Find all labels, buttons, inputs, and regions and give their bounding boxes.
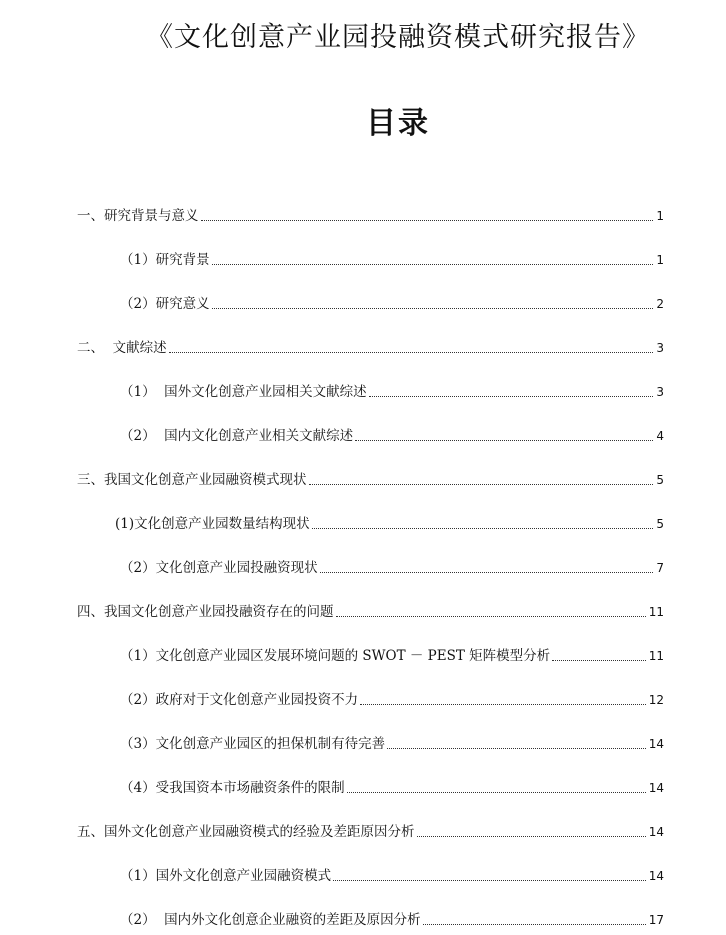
toc-entry-page: 3 (656, 341, 664, 355)
toc-entry-text: 五、国外文化创意产业园融资模式的经验及差距原因分析 (77, 824, 415, 840)
toc-entry-page: 14 (648, 825, 664, 839)
toc-entry-page: 11 (648, 649, 664, 663)
toc-entry[interactable] (77, 595, 664, 621)
toc-entry[interactable] (120, 287, 664, 313)
toc-entry-text: （2）政府对于文化创意产业园投资不力 (120, 692, 359, 708)
toc-entry-text: （1）文化创意产业园区发展环境问题的 SWOT － PEST 矩阵模型分析 (120, 648, 551, 664)
toc-entry[interactable] (77, 463, 664, 489)
toc-leader-dots (333, 879, 646, 881)
toc-entry-page: 11 (648, 605, 664, 619)
toc-entry-text: （2） 国内外文化创意企业融资的差距及原因分析 (120, 912, 421, 928)
toc-leader-dots (387, 747, 646, 749)
toc-entry-page: 17 (648, 913, 664, 927)
toc-leader-dots (369, 395, 654, 397)
toc-entry-text: （2） 国内文化创意产业相关文献综述 (120, 428, 354, 444)
toc-entry-page: 14 (648, 781, 664, 795)
toc-leader-dots (355, 439, 653, 441)
toc-entry-page: 14 (648, 737, 664, 751)
toc-entry-page: 3 (656, 385, 664, 399)
toc-entry-page: 1 (656, 209, 664, 223)
toc-leader-dots (360, 703, 646, 705)
toc-leader-dots (336, 615, 646, 617)
toc-entry-text: （4）受我国资本市场融资条件的限制 (120, 780, 345, 796)
document-title: 《文化创意产业园投融资模式研究报告》 (146, 22, 650, 53)
toc-leader-dots (320, 571, 654, 573)
toc-leader-dots (312, 527, 654, 529)
toc-entry[interactable] (120, 771, 664, 797)
toc-leader-dots (212, 307, 654, 309)
toc-entry-text: 三、我国文化创意产业园融资模式现状 (77, 472, 307, 488)
toc-entry-text: 一、研究背景与意义 (77, 208, 199, 224)
toc-leader-dots (417, 835, 646, 837)
toc-entry-page: 7 (656, 561, 664, 575)
toc-entry-page: 2 (656, 297, 664, 311)
toc-entry-page: 5 (656, 517, 664, 531)
toc-entry-page: 14 (648, 869, 664, 883)
toc-leader-dots (169, 351, 654, 353)
toc-entry-page: 5 (656, 473, 664, 487)
toc-entry[interactable] (120, 727, 664, 753)
toc-entry[interactable] (120, 903, 664, 929)
toc-entry[interactable] (120, 639, 664, 665)
toc-entry[interactable] (120, 859, 664, 885)
toc-entry-text: （1）研究背景 (120, 252, 210, 268)
toc-entry-page: 4 (656, 429, 664, 443)
toc-entry[interactable] (120, 683, 664, 709)
toc-heading: 目录 (366, 106, 430, 141)
toc-entry[interactable] (120, 243, 664, 269)
toc-leader-dots (423, 923, 646, 925)
toc-entry-page: 12 (648, 693, 664, 707)
toc-entry[interactable] (120, 375, 664, 401)
toc-entry[interactable] (77, 199, 664, 225)
toc-leader-dots (309, 483, 654, 485)
toc-entry[interactable] (77, 815, 664, 841)
toc-entry-text: （1）国外文化创意产业园融资模式 (120, 868, 332, 884)
toc-leader-dots (347, 791, 646, 793)
toc-entry-text: （1） 国外文化创意产业园相关文献综述 (120, 384, 367, 400)
toc-entry[interactable] (120, 419, 664, 445)
toc-entry[interactable] (115, 507, 664, 533)
toc-entry[interactable] (77, 331, 664, 357)
toc-entry-text: （2）研究意义 (120, 296, 210, 312)
toc-leader-dots (552, 659, 646, 661)
toc-entry-page: 1 (656, 253, 664, 267)
toc-entry-text: 二、 文献综述 (77, 340, 167, 356)
toc-entry-text: （3）文化创意产业园区的担保机制有待完善 (120, 736, 386, 752)
toc-entry-text: 四、我国文化创意产业园投融资存在的问题 (77, 604, 334, 620)
toc-entry-text: (1)文化创意产业园数量结构现状 (115, 516, 310, 532)
toc-leader-dots (212, 263, 654, 265)
toc-leader-dots (201, 219, 654, 221)
toc-entry[interactable] (120, 551, 664, 577)
toc-entry-text: （2）文化创意产业园投融资现状 (120, 560, 318, 576)
